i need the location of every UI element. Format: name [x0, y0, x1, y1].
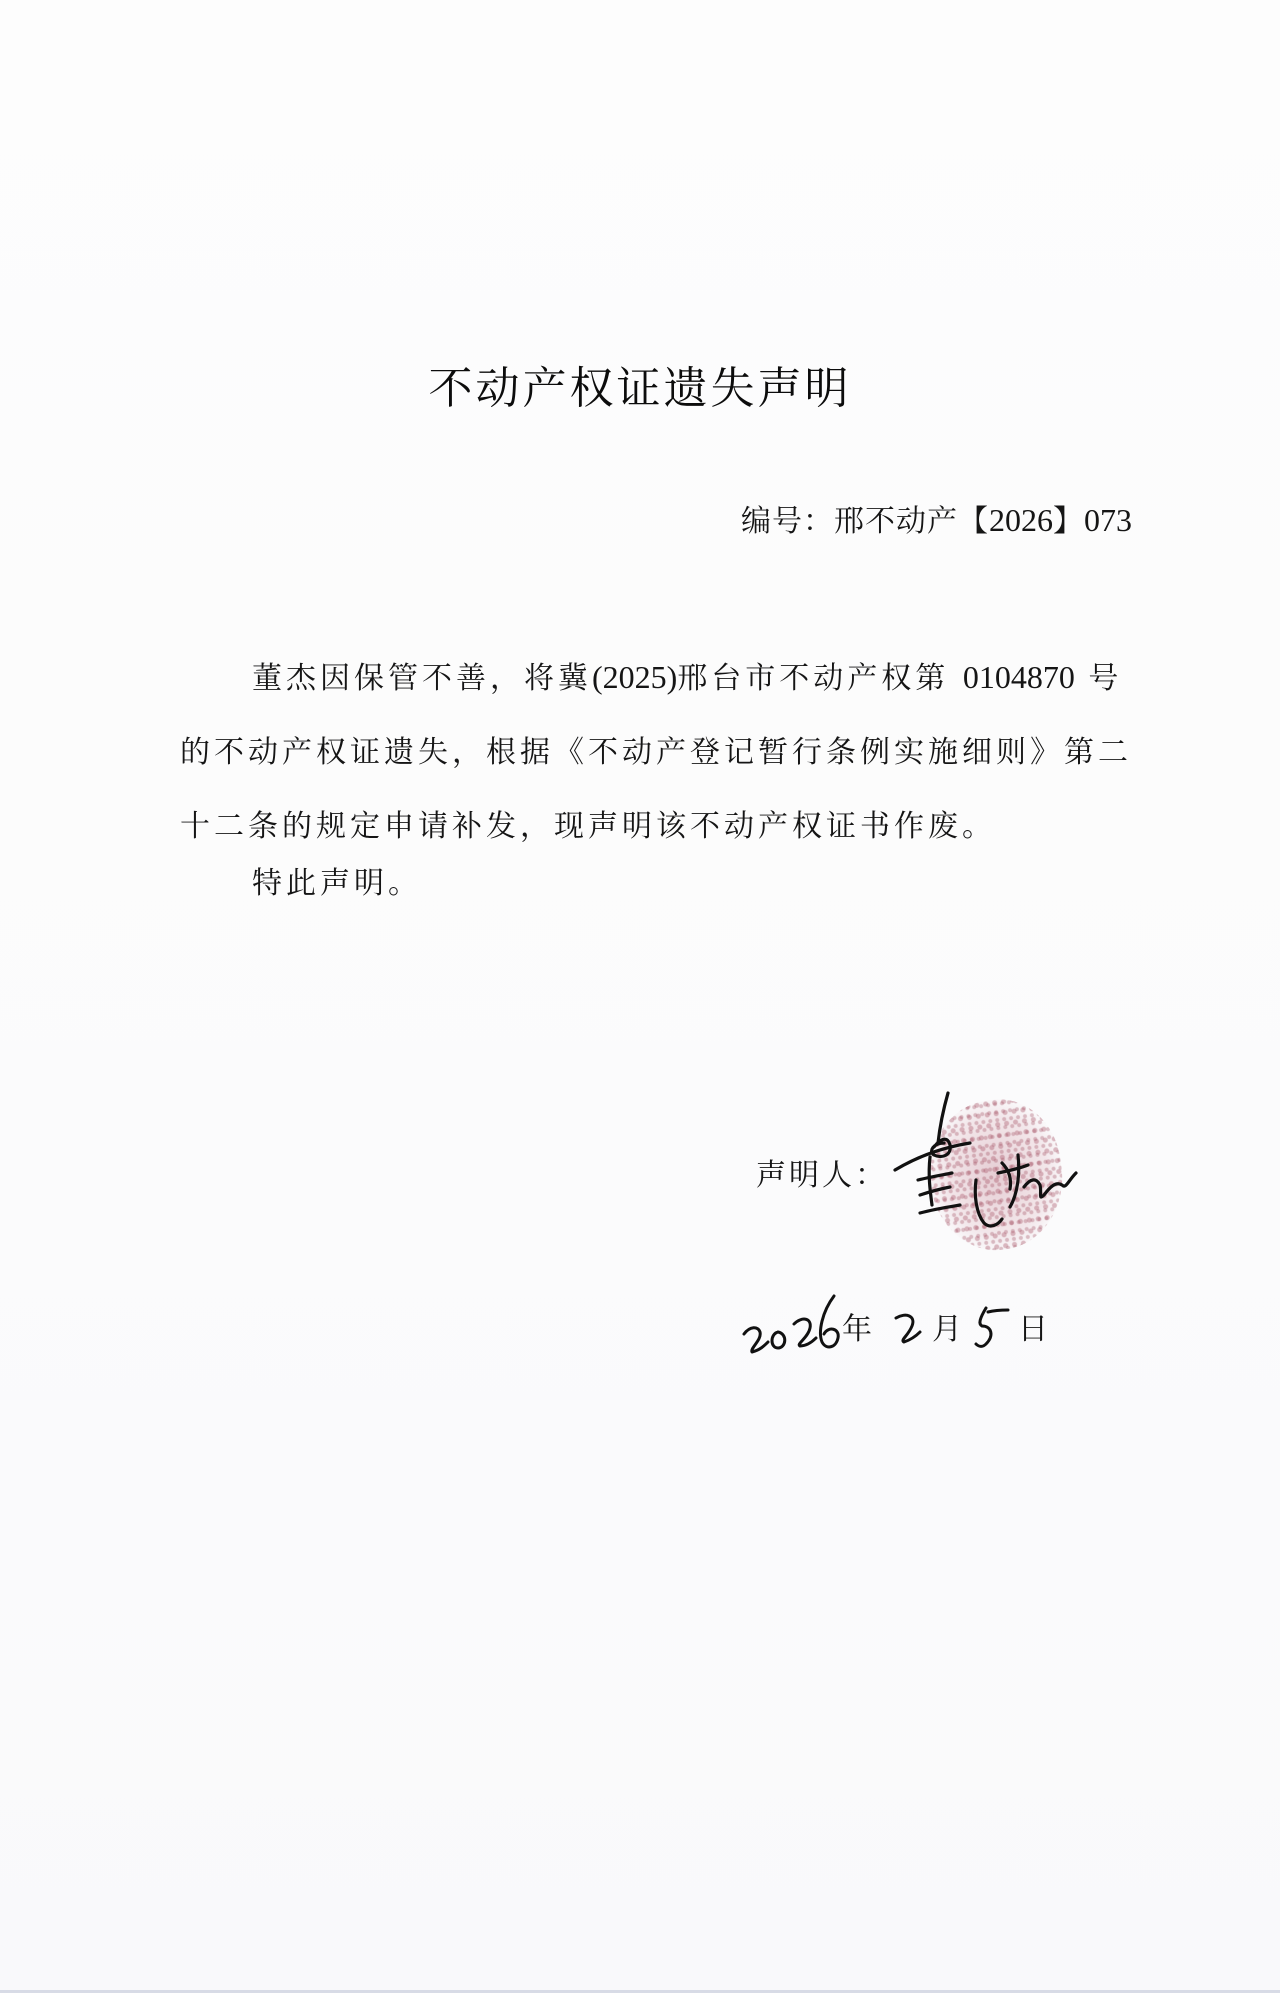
document-number-serial: 073: [1084, 502, 1132, 538]
bracket-close: 】: [1053, 504, 1084, 539]
document-number-prefix: 邢不动产: [834, 504, 958, 539]
bracket-open: 【: [958, 504, 989, 539]
declaration-date: [730, 1282, 1060, 1362]
handwritten-signature: [890, 1085, 1090, 1255]
declarant-label: 声明人：: [756, 1158, 888, 1193]
document-number-label: 编号：: [741, 504, 834, 539]
declaration-paragraph: [180, 640, 1140, 864]
body-segment: 邢台市不动产权第: [677, 661, 950, 696]
document-title: 不动产权证遗失声明: [428, 363, 852, 414]
date-year-suffix: 年: [842, 1312, 872, 1347]
body-segment: 董杰因保管不善，将冀: [252, 661, 592, 696]
body-segment: 号的不动产权证遗失，根据《不动产登记暂行条例实施细则》第二十二条的规定申请补发，现声明该不动产权证书作废。: [180, 661, 1132, 844]
certificate-number: 0104870: [962, 659, 1075, 695]
document-number: [741, 496, 1132, 540]
date-day: [730, 1282, 731, 1283]
date-day-suffix: 日: [1018, 1312, 1048, 1347]
declaration-body: [180, 640, 1140, 864]
document-number-year: 2026: [989, 502, 1053, 538]
signature-name: [0, 0, 1, 1]
date-month-suffix: 月: [932, 1312, 962, 1347]
certificate-year: (2025): [592, 659, 678, 695]
handwritten-date-digits: [730, 1282, 1060, 1362]
closing-statement: 特此声明。: [252, 866, 422, 901]
